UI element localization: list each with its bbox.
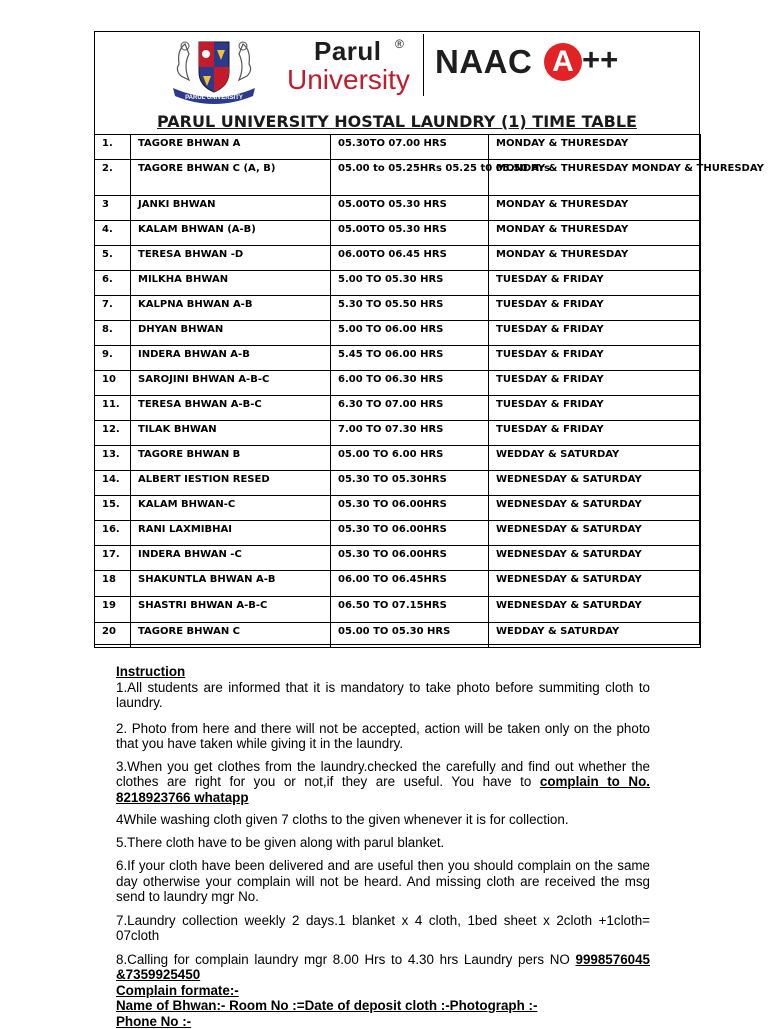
instruction-3-text: 3.When you get clothes from the laundry.checked the carefully and find out whether the clothes are right for you or not,if they are useful. You have to — [116, 759, 650, 790]
complain-format-line: Name of Bhwan:- Room No :=Date of deposit cloth :-Photograph :- — [116, 998, 650, 1014]
instruction-4: 4While washing cloth given 7 cloths to the given whenever it is for collection. — [116, 812, 650, 828]
row-number: 11. — [95, 396, 131, 421]
time-slot: 06.00 TO 06.45HRS — [331, 571, 489, 597]
hostel-name: TERESA BHWAN -D — [131, 246, 331, 271]
table-row — [95, 446, 701, 471]
timetable-frame — [94, 31, 700, 645]
table-row — [95, 246, 701, 271]
laundry-days: WEDNESDAY & SATURDAY — [489, 496, 701, 521]
instruction-3 — [116, 759, 650, 806]
time-slot: 05.00 TO 05.30 HRS — [331, 623, 489, 648]
hostel-name: KALPNA BHWAN A-B — [131, 296, 331, 321]
time-slot: 6.30 TO 07.00 HRS — [331, 396, 489, 421]
instructions-heading: Instruction — [116, 664, 650, 680]
instruction-7: 7.Laundry collection weekly 2 days.1 blanket x 4 cloth, 1bed sheet x 2cloth +1cloth= 07cloth — [116, 913, 650, 944]
hostel-name: MILKHA BHWAN — [131, 271, 331, 296]
time-slot: 05.00TO 05.30 HRS — [331, 221, 489, 246]
table-row — [95, 346, 701, 371]
table-row — [95, 160, 701, 196]
table-row — [95, 471, 701, 496]
laundry-days: MONDAY & THURESDAY — [489, 221, 701, 246]
hostel-name: KALAM BHWAN (A-B) — [131, 221, 331, 246]
hostel-name: SAROJINI BHWAN A-B-C — [131, 371, 331, 396]
time-slot: 6.00 TO 06.30 HRS — [331, 371, 489, 396]
table-row — [95, 196, 701, 221]
university-name-parul: Parul — [314, 36, 382, 67]
time-slot: 06.00TO 06.45 HRS — [331, 246, 489, 271]
hostel-name: KALAM BHWAN-C — [131, 496, 331, 521]
page-title: PARUL UNIVERSITY HOSTAL LAUNDRY (1) TIME TABLE — [95, 112, 699, 131]
row-number: 2. — [95, 160, 131, 196]
laundry-days: MONDAY & THURESDAY — [489, 135, 701, 160]
row-number: 15. — [95, 496, 131, 521]
table-row — [95, 597, 701, 623]
row-number: 4. — [95, 221, 131, 246]
row-number: 5. — [95, 246, 131, 271]
phone-no-line: Phone No :- — [116, 1014, 650, 1029]
time-slot: 5.00 TO 05.30 HRS — [331, 271, 489, 296]
university-crest-logo — [165, 36, 263, 104]
row-number: 17. — [95, 546, 131, 571]
hostel-name: INDERA BHWAN -C — [131, 546, 331, 571]
hostel-name: RANI LAXMIBHAI — [131, 521, 331, 546]
laundry-days: MONDAY & THURESDAY — [489, 246, 701, 271]
complain-format-heading: Complain formate:- — [116, 983, 650, 999]
time-slot: 05.00TO 05.30 HRS — [331, 196, 489, 221]
row-number: 1. — [95, 135, 131, 160]
row-number: 18 — [95, 571, 131, 597]
instruction-6: 6.If your cloth have been delivered and are useful then you should complain on the same day otherwise your complain will not be heard. And missing cloth are received the msg send to laundry mgr No. — [116, 858, 650, 905]
header-divider — [423, 34, 424, 96]
row-number: 12. — [95, 421, 131, 446]
time-slot: 06.50 TO 07.15HRS — [331, 597, 489, 623]
instruction-8 — [116, 952, 650, 983]
row-number: 6. — [95, 271, 131, 296]
laundry-timetable — [94, 134, 701, 648]
hostel-name: TAGORE BHWAN B — [131, 446, 331, 471]
row-number: 10 — [95, 371, 131, 396]
hostel-name: ALBERT IESTION RESED — [131, 471, 331, 496]
table-row — [95, 396, 701, 421]
laundry-days: TUESDAY & FRIDAY — [489, 371, 701, 396]
laundry-days: WEDDAY & SATURDAY — [489, 623, 701, 648]
laundry-days: WEDNESDAY & SATURDAY — [489, 546, 701, 571]
time-slot: 5.45 TO 06.00 HRS — [331, 346, 489, 371]
time-slot: 05.00 to 05.25HRs 05.25 t0 05.50 Hrs — [331, 160, 489, 196]
time-slot: 05.30 TO 05.30HRS — [331, 471, 489, 496]
hostel-name: INDERA BHWAN A-B — [131, 346, 331, 371]
time-slot: 5.00 TO 06.00 HRS — [331, 321, 489, 346]
table-row — [95, 421, 701, 446]
letterhead — [95, 32, 699, 135]
naac-grade-circle: A — [544, 43, 582, 81]
table-row — [95, 546, 701, 571]
hostel-name: TAGORE BHWAN C — [131, 623, 331, 648]
row-number: 7. — [95, 296, 131, 321]
laundry-days: TUESDAY & FRIDAY — [489, 421, 701, 446]
laundry-days: WEDDAY & SATURDAY — [489, 446, 701, 471]
laundry-days: TUESDAY & FRIDAY — [489, 321, 701, 346]
table-row — [95, 135, 701, 160]
laundry-days: TUESDAY & FRIDAY — [489, 346, 701, 371]
row-number: 16. — [95, 521, 131, 546]
time-slot: 05.30TO 07.00 HRS — [331, 135, 489, 160]
hostel-name: TERESA BHWAN A-B-C — [131, 396, 331, 421]
instruction-2: 2. Photo from here and there will not be accepted, action will be taken only on the photo that you have taken while giving it in the laundry. — [116, 721, 650, 752]
naac-logo-text: NAAC — [435, 43, 532, 81]
instruction-8-text: 8.Calling for complain laundry mgr 8.00 Hrs to 4.30 hrs Laundry pers NO — [116, 952, 576, 967]
hostel-name: SHAKUNTLA BHWAN A-B — [131, 571, 331, 597]
time-slot: 05.30 TO 06.00HRS — [331, 496, 489, 521]
table-row — [95, 271, 701, 296]
laundry-days: MONDAY & THURESDAY MONDAY & THURESDAY — [489, 160, 701, 196]
laundry-days: WEDNESDAY & SATURDAY — [489, 471, 701, 496]
row-number: 9. — [95, 346, 131, 371]
instruction-1: 1.All students are informed that it is mandatory to take photo before summiting cloth to laundry. — [116, 680, 650, 711]
laundry-days: WEDNESDAY & SATURDAY — [489, 571, 701, 597]
hostel-name: TAGORE BHWAN A — [131, 135, 331, 160]
hostel-name: DHYAN BHWAN — [131, 321, 331, 346]
hostel-name: JANKI BHWAN — [131, 196, 331, 221]
table-row — [95, 623, 701, 648]
laundry-phone-numbers: 9998576045 &7359925450 — [116, 952, 650, 983]
row-number: 14. — [95, 471, 131, 496]
table-row — [95, 496, 701, 521]
laundry-days: MONDAY & THURESDAY — [489, 196, 701, 221]
time-slot: 7.00 TO 07.30 HRS — [331, 421, 489, 446]
hostel-name: SHASTRI BHWAN A-B-C — [131, 597, 331, 623]
instruction-5: 5.There cloth have to be given along with parul blanket. — [116, 835, 650, 851]
time-slot: 05.30 TO 06.00HRS — [331, 546, 489, 571]
table-row — [95, 521, 701, 546]
laundry-days: TUESDAY & FRIDAY — [489, 271, 701, 296]
table-row — [95, 321, 701, 346]
timetable-body — [95, 135, 701, 648]
university-name-university: University — [287, 64, 410, 96]
time-slot: 5.30 TO 05.50 HRS — [331, 296, 489, 321]
time-slot: 05.00 TO 6.00 HRS — [331, 446, 489, 471]
table-row — [95, 221, 701, 246]
row-number: 8. — [95, 321, 131, 346]
table-row — [95, 296, 701, 321]
row-number: 19 — [95, 597, 131, 623]
laundry-days: TUESDAY & FRIDAY — [489, 296, 701, 321]
time-slot: 05.30 TO 06.00HRS — [331, 521, 489, 546]
laundry-days: TUESDAY & FRIDAY — [489, 396, 701, 421]
registered-mark: ® — [395, 37, 404, 51]
laundry-days: WEDNESDAY & SATURDAY — [489, 521, 701, 546]
table-row — [95, 571, 701, 597]
hostel-name: TILAK BHWAN — [131, 421, 331, 446]
hostel-name: TAGORE BHWAN C (A, B) — [131, 160, 331, 196]
row-number: 3 — [95, 196, 131, 221]
naac-grade-plus: ++ — [582, 42, 618, 78]
table-row — [95, 371, 701, 396]
row-number: 20 — [95, 623, 131, 648]
complain-whatsapp-number: complain to No. 8218923766 whatapp — [116, 774, 650, 805]
laundry-days: WEDNESDAY & SATURDAY — [489, 597, 701, 623]
row-number: 13. — [95, 446, 131, 471]
instructions-section — [116, 664, 650, 1029]
crest-ribbon-text: PARUL UNIVERSITY — [185, 95, 243, 101]
